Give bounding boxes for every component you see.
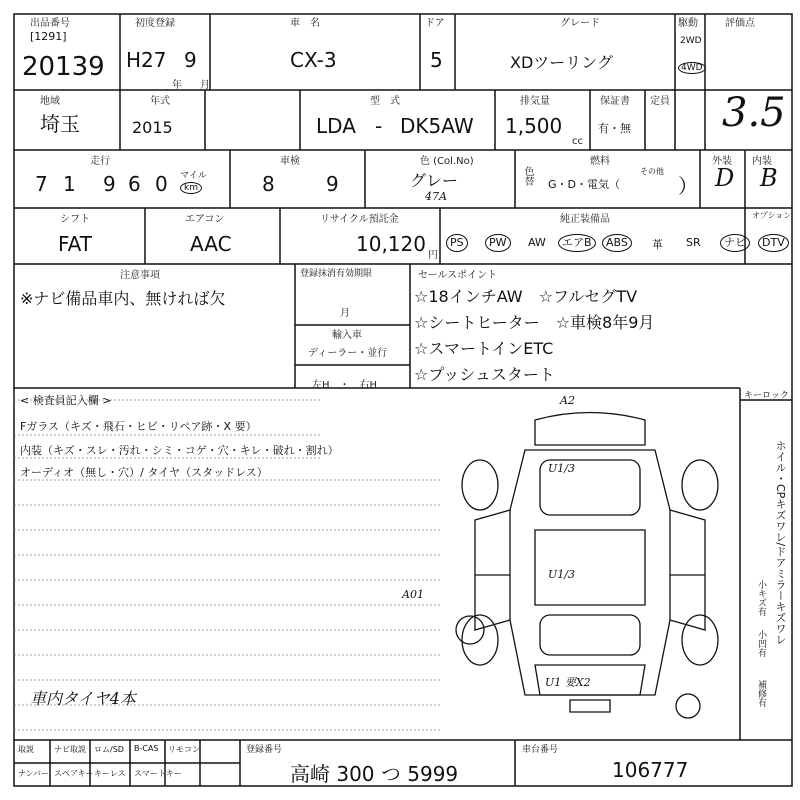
mileage-label: 走行: [90, 156, 110, 167]
equipment-sunroof: SR: [686, 236, 701, 249]
model-code: DK5AW: [400, 114, 474, 138]
sales-line-1: ☆18インチAW ☆フルセグTV: [414, 287, 638, 306]
inspector-audio: オーディオ（無し・穴）/ タイヤ（スタッドレス）: [20, 466, 268, 479]
model-prefix: LDA: [316, 114, 356, 138]
import-value: ディーラー・並行: [308, 348, 388, 359]
equipment-dtv: DTV: [758, 234, 789, 252]
mileage-digit-2: 1: [63, 172, 76, 196]
sales-line-4: ☆プッシュスタート: [414, 365, 555, 384]
sales-line-3: ☆スマートインETC: [414, 339, 554, 358]
footer-item-keyless: キーレス: [94, 769, 126, 778]
displacement-label: 排気量: [520, 96, 550, 107]
footer-item-spare-key: スペアキー: [54, 769, 94, 778]
color-number: 47A: [425, 190, 447, 203]
attention-text: ※ナビ備品車内、無ければ欠: [20, 289, 226, 308]
car-name: CX-3: [290, 48, 337, 72]
paint-change-label: 色替: [522, 166, 533, 186]
model-year-label: 年式: [150, 96, 170, 107]
warranty-label: 保証書: [600, 96, 630, 107]
side-note-wheel: ホイル・CPキズワレ/ドアミラーキズワレ: [774, 440, 787, 646]
lot-sub: [1291]: [30, 30, 67, 43]
recycle-value: 10,120: [356, 232, 426, 256]
month-unit: 月: [200, 80, 210, 91]
lot-label: 出品番号: [30, 18, 70, 29]
plate-label: 登録番号: [246, 745, 283, 755]
reg-expiry-label: 登録抹消有効期限: [300, 269, 373, 279]
first-reg-year: H27: [126, 48, 167, 72]
first-reg-month: 9: [184, 48, 197, 72]
recycle-label: リサイクル預託金: [320, 214, 399, 225]
inspector-interior: 内装（キズ・スレ・汚れ・シミ・コゲ・穴・キレ・破れ・割れ）: [20, 444, 339, 457]
equipment-aw: AW: [528, 236, 546, 249]
mileage-unit-km: km: [180, 182, 202, 194]
equipment-ps: PS: [446, 234, 468, 252]
interior-label: 内装: [752, 156, 772, 167]
model-dash: -: [375, 114, 383, 138]
options-label: オプション: [752, 211, 792, 220]
mileage-digit-5: 0: [155, 172, 168, 196]
car-name-label: 車 名: [290, 18, 320, 29]
side-note-small-dent: 小凹有: [756, 630, 766, 657]
annotation-front: A2: [560, 394, 575, 407]
side-note-repaired: 補修有: [756, 680, 766, 707]
score-value: 3.5: [722, 90, 786, 136]
footer-item-plate: ナンバー: [18, 769, 50, 778]
doors-label: ドア: [425, 18, 445, 29]
attention-label: 注意事項: [120, 270, 160, 281]
drive-2wd: 2WD: [680, 36, 702, 46]
ac-value: AAC: [190, 232, 232, 256]
annotation-hood: U1/3: [548, 462, 575, 475]
shaken-month: 9: [326, 172, 339, 196]
drive-4wd-circled: 4WD: [678, 62, 706, 74]
model-label: 型 式: [370, 96, 400, 107]
spec-label: 定員: [650, 96, 670, 107]
cc-unit: cc: [572, 136, 583, 147]
region-value: 埼玉: [40, 112, 80, 136]
import-label: 輸入車: [332, 330, 362, 341]
annotation-rear: U1 要X2: [545, 676, 591, 689]
annotation-roof: U1/3: [548, 568, 575, 581]
region-label: 地域: [40, 96, 60, 107]
exterior-grade: D: [715, 164, 735, 192]
fuel-close: ）: [678, 174, 698, 198]
interior-grade: B: [760, 164, 778, 192]
equipment-airbag: エアB: [558, 234, 596, 252]
grade-value: XDツーリング: [510, 53, 613, 72]
sales-line-2: ☆シートヒーター ☆車検8年9月: [414, 313, 655, 332]
key-lock-label: キーロック: [744, 391, 789, 401]
footer-item-rom: ロム/SD: [94, 745, 124, 754]
footer-item-manual: 取説: [18, 745, 34, 754]
lot-number: 20139: [22, 52, 105, 82]
footer-item-remote: リモコン: [168, 745, 200, 754]
chassis-label: 車台番号: [522, 745, 559, 755]
sales-label: セールスポイント: [418, 270, 498, 281]
score-label: 評価点: [725, 18, 755, 29]
ac-label: エアコン: [185, 214, 225, 225]
fuel-value: G・D・電気（: [548, 178, 620, 191]
doors-value: 5: [430, 48, 443, 72]
shift-value: FAT: [58, 232, 93, 256]
equipment-leather: 革: [652, 238, 663, 251]
handwritten-tires-note: 車内タイヤ4本: [30, 689, 136, 708]
plate-number: 高崎 300 つ 5999: [290, 762, 459, 786]
fuel-other-label: その他: [640, 167, 664, 176]
annotation-left-door: A01: [402, 588, 424, 601]
warranty-value: 有・無: [598, 122, 631, 135]
mileage-digit-1: 7: [35, 172, 48, 196]
footer-item-smart-key: スマートキー: [134, 769, 182, 778]
color-label: 色 (Col.No): [420, 156, 474, 167]
chassis-number: 106777: [612, 758, 689, 782]
displacement-value: 1,500: [505, 114, 563, 138]
side-note-small-scratch: 小キズ有: [756, 580, 766, 616]
shift-label: シフト: [60, 214, 90, 225]
footer-item-navi-manual: ナビ取説: [54, 745, 86, 754]
inspector-glass: Fガラス（キズ・飛石・ヒビ・リペア跡・X 要）: [20, 420, 257, 433]
equipment-label: 純正装備品: [560, 214, 610, 225]
car-body-diagram: [440, 400, 740, 720]
grade-label: グレード: [560, 18, 600, 29]
handle-value: 左H ・ 右H: [312, 380, 378, 391]
color-value: グレー: [410, 171, 459, 190]
fuel-label: 燃料: [590, 156, 610, 167]
year-unit: 年: [172, 80, 182, 91]
first-reg-label: 初度登録: [135, 18, 175, 29]
drive-label: 駆動: [678, 18, 698, 29]
mileage-digit-4: 6: [128, 172, 141, 196]
yen-unit: 円: [428, 250, 438, 261]
footer-item-bcas: B-CAS: [134, 744, 159, 753]
exterior-label: 外装: [712, 156, 732, 167]
inspector-title: < 検査員記入欄 >: [20, 394, 112, 407]
equipment-abs: ABS: [602, 234, 632, 252]
reg-expiry-month: 月: [340, 308, 350, 319]
shaken-year: 8: [262, 172, 275, 196]
equipment-navi: ナビ: [720, 234, 750, 252]
mileage-unit-mile: マイル: [180, 171, 207, 181]
model-year-value: 2015: [132, 118, 173, 137]
shaken-label: 車検: [280, 156, 300, 167]
equipment-pw: PW: [485, 234, 511, 252]
mileage-digit-3: 9: [103, 172, 116, 196]
